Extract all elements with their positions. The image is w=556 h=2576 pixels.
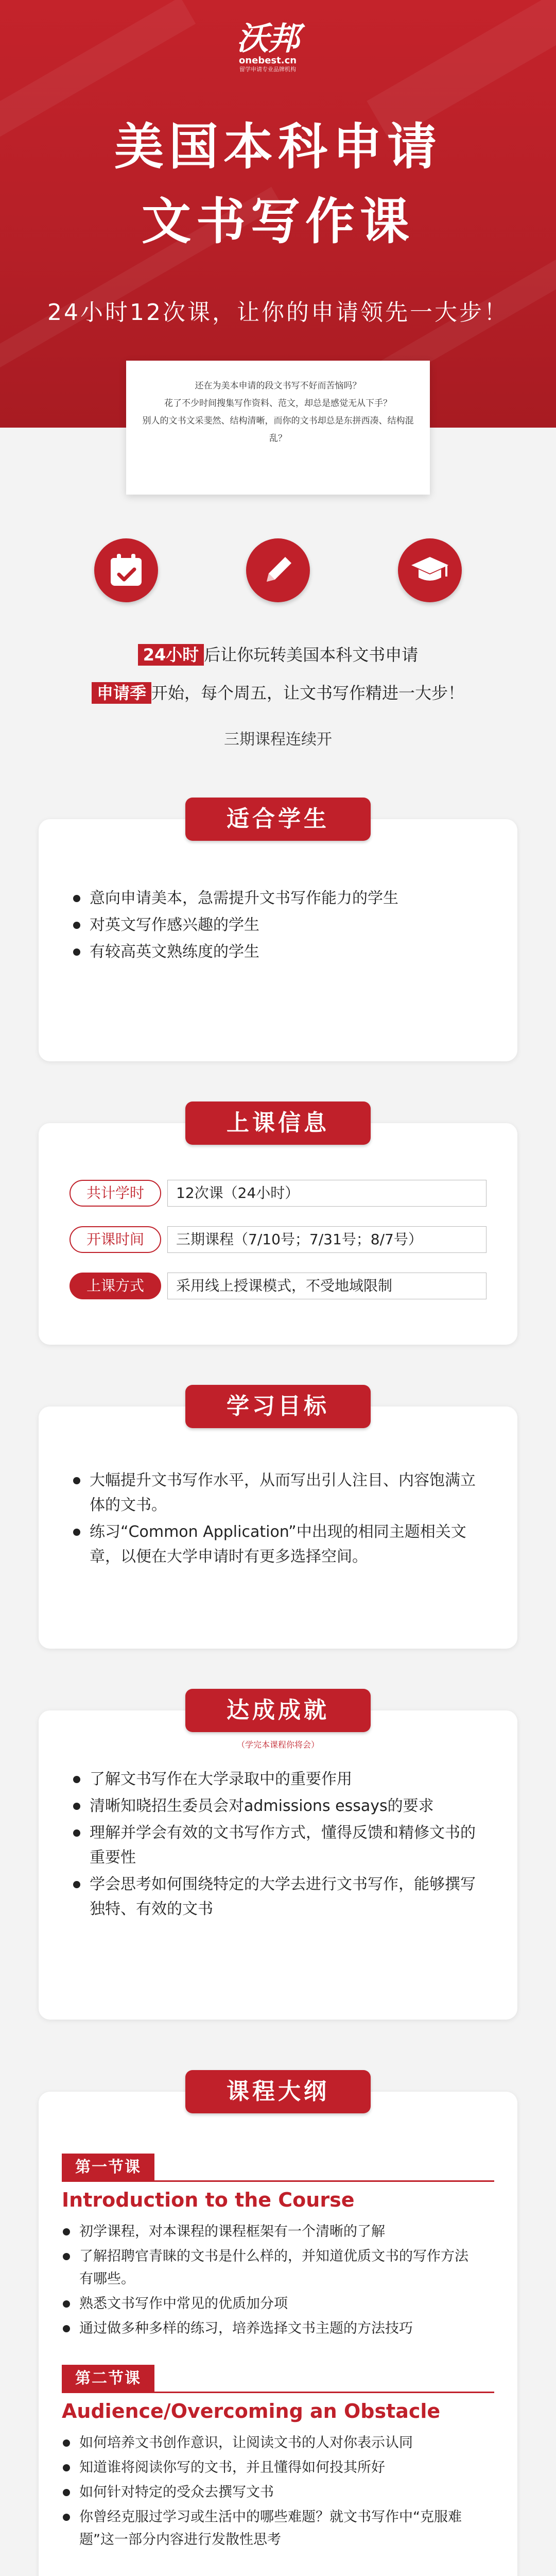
list-item: 了解招聘官青睐的文书是什么样的，并知道优质文书的写作方法有哪些。 bbox=[62, 2245, 474, 2291]
highlight-line-1 bbox=[0, 642, 556, 666]
list-item: 了解文书写作在大学录取中的重要作用 bbox=[72, 1767, 484, 1792]
intro-line: 花了不少时间搜集写作资料、范文，却总是感觉无从下手？ bbox=[164, 398, 392, 409]
list-item: 练习“Common Application”中出现的相同主题相关文章，以便在大学申请时有更多选择空间。 bbox=[72, 1520, 484, 1569]
list-item: 有较高英文熟练度的学生 bbox=[72, 940, 484, 964]
calendar-check-icon bbox=[94, 538, 158, 602]
info-row-schedule bbox=[70, 1226, 486, 1253]
outline-card bbox=[39, 2078, 517, 2576]
info-value: 三期课程（7/10号；7/31号；8/7号） bbox=[167, 1226, 486, 1253]
lesson-list bbox=[62, 2432, 474, 2553]
lesson-title: Audience/Overcoming an Obstacle bbox=[62, 2400, 441, 2422]
list-item: 熟悉文书写作中常见的优质加分项 bbox=[62, 2293, 474, 2315]
goals-title: 学习目标 bbox=[185, 1385, 371, 1428]
highlight-tag: 申请季 bbox=[92, 682, 151, 704]
list-item: 清晰知晓招生委员会对admissions essays的要求 bbox=[72, 1794, 484, 1819]
pencil-icon bbox=[246, 538, 310, 602]
info-label: 开课时间 bbox=[70, 1226, 161, 1253]
info-value: 采用线上授课模式，不受地域限制 bbox=[167, 1273, 486, 1299]
list-item: 初学课程，对本课程的课程框架有一个清晰的了解 bbox=[62, 2221, 474, 2243]
list-item: 对英文写作感兴趣的学生 bbox=[72, 913, 484, 938]
info-value: 12次课（24小时） bbox=[167, 1180, 486, 1207]
achieve-list bbox=[72, 1767, 484, 1924]
highlight-tag: 24小时 bbox=[138, 644, 204, 666]
achieve-card bbox=[39, 1697, 517, 2020]
lesson-title: Introduction to the Course bbox=[62, 2189, 355, 2211]
info-row-mode bbox=[70, 1273, 486, 1299]
list-item: 知道谁将阅读你写的文书，并且懂得如何投其所好 bbox=[62, 2456, 474, 2479]
brand-logo bbox=[237, 22, 299, 73]
lesson-divider bbox=[62, 2180, 494, 2182]
lesson-tag: 第一节课 bbox=[62, 2154, 154, 2181]
graduation-cap-icon bbox=[398, 538, 462, 602]
list-item: 理解并学会有效的文书写作方式，懂得反馈和精修文书的重要性 bbox=[72, 1821, 484, 1870]
goals-card bbox=[39, 1393, 517, 1649]
page-subtitle: 24小时12次课，让你的申请领先一大步！ bbox=[47, 299, 509, 326]
highlight-text: 开始，每个周五，让文书写作精进一大步！ bbox=[151, 683, 465, 703]
list-item: 你曾经克服过学习或生活中的哪些难题？就文书写作中“克服难题”这一部分内容进行发散性思考 bbox=[62, 2506, 474, 2551]
list-item: 意向申请美本，急需提升文书写作能力的学生 bbox=[72, 886, 484, 911]
info-card bbox=[39, 1110, 517, 1345]
info-label: 上课方式 bbox=[70, 1273, 161, 1299]
page-title-line1: 美国本科申请 bbox=[114, 118, 442, 176]
info-label: 共计学时 bbox=[70, 1180, 161, 1207]
goals-list bbox=[72, 1468, 484, 1571]
logo-mark: 沃邦 bbox=[237, 20, 299, 57]
lesson-tag: 第二节课 bbox=[62, 2365, 154, 2393]
lesson-divider bbox=[62, 2392, 494, 2393]
intro-line: 别人的文书文采斐然、结构清晰，而你的文书却总是东拼西凑、结构混乱？ bbox=[142, 416, 414, 444]
students-list bbox=[72, 886, 484, 967]
students-card bbox=[39, 806, 517, 1061]
highlight-line-2 bbox=[0, 680, 556, 704]
highlight-line-3: 三期课程连续开 bbox=[224, 731, 332, 749]
list-item: 如何培养文书创作意识，让阅读文书的人对你表示认同 bbox=[62, 2432, 474, 2454]
logo-site: onebest.cn bbox=[238, 55, 297, 66]
info-title: 上课信息 bbox=[185, 1101, 371, 1145]
list-item: 通过做多种多样的练习，培养选择文书主题的方法技巧 bbox=[62, 2317, 474, 2340]
outline-title: 课程大纲 bbox=[185, 2070, 371, 2113]
students-title: 适合学生 bbox=[185, 798, 371, 841]
achieve-title: 达成成就 bbox=[185, 1689, 371, 1732]
intro-line: 还在为美本申请的段文书写不好而苦恼吗？ bbox=[195, 381, 361, 391]
lesson-list bbox=[62, 2221, 474, 2342]
info-row-hours bbox=[70, 1180, 486, 1207]
logo-slogan: 留学申请专业品牌机构 bbox=[239, 66, 296, 73]
intro-card bbox=[126, 361, 430, 495]
achieve-subtitle: （学完本课程你将会） bbox=[236, 1740, 319, 1750]
list-item: 如何针对特定的受众去撰写文书 bbox=[62, 2481, 474, 2504]
list-item: 大幅提升文书写作水平，从而写出引人注目、内容饱满立体的文书。 bbox=[72, 1468, 484, 1518]
page-title-line2: 文书写作课 bbox=[142, 193, 414, 250]
list-item: 学会思考如何围绕特定的大学去进行文书写作，能够撰写独特、有效的文书 bbox=[72, 1872, 484, 1922]
highlight-text: 后让你玩转美国本科文书申请 bbox=[204, 645, 419, 665]
